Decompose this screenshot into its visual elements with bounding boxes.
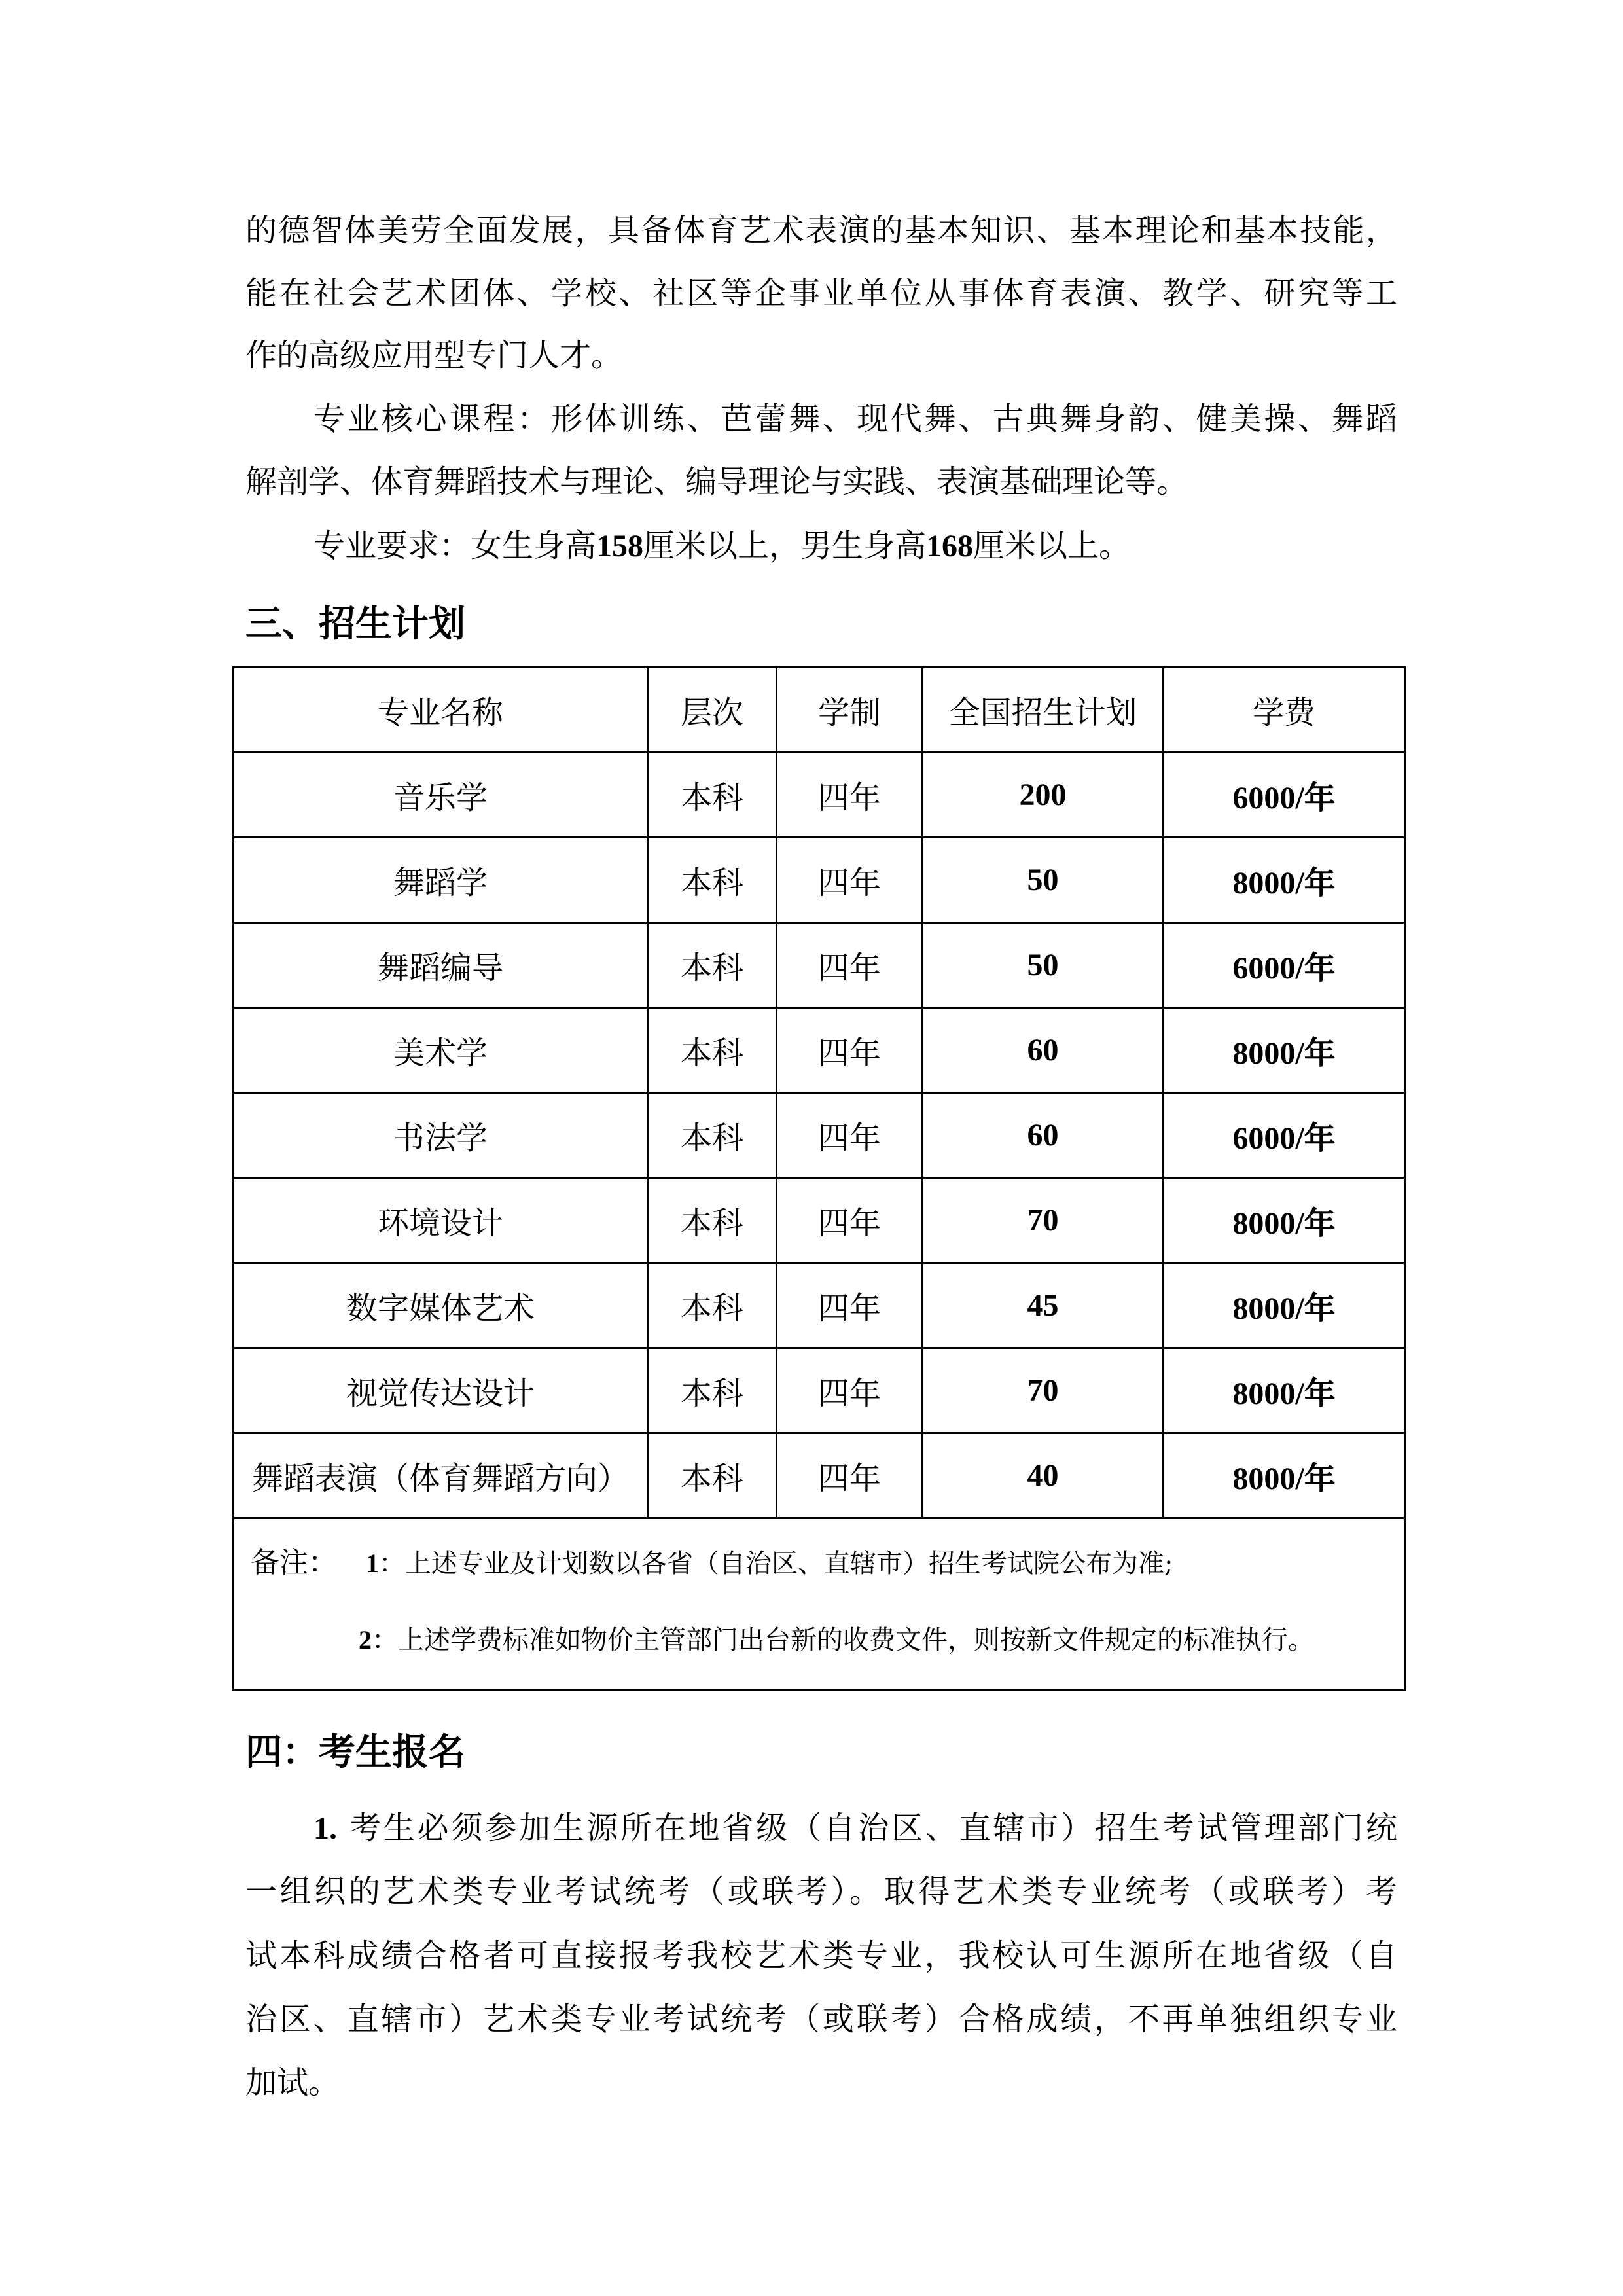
level-cell: 本科 (648, 923, 777, 1008)
fee-cell: 8000/年 (1164, 1433, 1405, 1518)
table-row (234, 753, 1405, 838)
years-cell: 四年 (777, 1433, 923, 1518)
quota-cell: 45 (923, 1263, 1164, 1348)
header-years: 学制 (777, 668, 923, 753)
level-cell: 本科 (648, 838, 777, 923)
level-cell: 本科 (648, 1093, 777, 1178)
header-level: 层次 (648, 668, 777, 753)
note-2-number: 2 (359, 1625, 372, 1655)
female-height: 158 (596, 529, 644, 564)
note-2 (359, 1624, 1314, 1657)
requirement-prefix: 专业要求：女生身高 (313, 528, 597, 564)
table-row (234, 923, 1405, 1008)
registration-line-4: 治区、直辖市）艺术类专业考试统考（或联考）合格成绩，不再单独组织专业 (245, 2001, 1397, 2037)
fee-cell: 8000/年 (1164, 1348, 1405, 1433)
major-cell: 环境设计 (234, 1178, 648, 1263)
fee-cell: 6000/年 (1164, 753, 1405, 838)
intro-line-1: 的德智体美劳全面发展，具备体育艺术表演的基本知识、基本理论和基本技能， (245, 212, 1397, 249)
quota-cell: 60 (923, 1008, 1164, 1093)
major-cell: 舞蹈编导 (234, 923, 648, 1008)
table-row (234, 1348, 1405, 1433)
notes-label: 备注： (251, 1546, 337, 1579)
years-cell: 四年 (777, 1008, 923, 1093)
note-1 (251, 1547, 1173, 1580)
quota-cell: 70 (923, 1348, 1164, 1433)
section-3-title: 三、招生计划 (245, 602, 465, 645)
major-cell: 书法学 (234, 1093, 648, 1178)
years-cell: 四年 (777, 1093, 923, 1178)
major-cell: 数字媒体艺术 (234, 1263, 648, 1348)
quota-cell: 70 (923, 1178, 1164, 1263)
quota-cell: 40 (923, 1433, 1164, 1518)
major-cell: 舞蹈表演（体育舞蹈方向） (234, 1433, 648, 1518)
courses-line-1: 专业核心课程：形体训练、芭蕾舞、现代舞、古典舞身韵、健美操、舞蹈 (313, 401, 1397, 437)
registration-line-5: 加试。 (245, 2064, 340, 2101)
table-notes (234, 1518, 1405, 1691)
quota-cell: 200 (923, 753, 1164, 838)
intro-line-3: 作的高级应用型专门人才。 (245, 337, 623, 374)
note-1-number: 1 (366, 1549, 379, 1578)
requirement-suffix: 厘米以上。 (973, 528, 1131, 564)
requirement-middle: 厘米以上，男生身高 (643, 528, 927, 564)
table-notes-row (234, 1518, 1405, 1691)
section-4-title: 四：考生报名 (245, 1731, 465, 1774)
registration-item-number: 1. (313, 1811, 337, 1846)
table-header-row (234, 668, 1405, 753)
quota-cell: 60 (923, 1093, 1164, 1178)
level-cell: 本科 (648, 1433, 777, 1518)
major-cell: 音乐学 (234, 753, 648, 838)
intro-line-2: 能在社会艺术团体、学校、社区等企事业单位从事体育表演、教学、研究等工 (245, 275, 1397, 312)
requirement-line (313, 526, 1397, 566)
fee-cell: 6000/年 (1164, 923, 1405, 1008)
fee-cell: 6000/年 (1164, 1093, 1405, 1178)
major-cell: 舞蹈学 (234, 838, 648, 923)
fee-cell: 8000/年 (1164, 838, 1405, 923)
quota-cell: 50 (923, 923, 1164, 1008)
fee-cell: 8000/年 (1164, 1008, 1405, 1093)
level-cell: 本科 (648, 1008, 777, 1093)
courses-line-2: 解剖学、体育舞蹈技术与理论、编导理论与实践、表演基础理论等。 (245, 463, 1188, 500)
years-cell: 四年 (777, 838, 923, 923)
note-2-text: ：上述学费标准如物价主管部门出台新的收费文件，则按新文件规定的标准执行。 (372, 1625, 1314, 1655)
years-cell: 四年 (777, 923, 923, 1008)
major-cell: 美术学 (234, 1008, 648, 1093)
table-row (234, 1433, 1405, 1518)
years-cell: 四年 (777, 1263, 923, 1348)
note-1-text: ：上述专业及计划数以各省（自治区、直辖市）招生考试院公布为准; (379, 1549, 1173, 1579)
header-quota: 全国招生计划 (923, 668, 1164, 753)
level-cell: 本科 (648, 1178, 777, 1263)
header-major: 专业名称 (234, 668, 648, 753)
table-row (234, 838, 1405, 923)
header-fee: 学费 (1164, 668, 1405, 753)
level-cell: 本科 (648, 1263, 777, 1348)
registration-line-1 (313, 1808, 1397, 1848)
table-row (234, 1263, 1405, 1348)
years-cell: 四年 (777, 1348, 923, 1433)
level-cell: 本科 (648, 753, 777, 838)
years-cell: 四年 (777, 753, 923, 838)
years-cell: 四年 (777, 1178, 923, 1263)
enrollment-plan-table (232, 666, 1406, 1691)
registration-line-3: 试本科成绩合格者可直接报考我校艺术类专业，我校认可生源所在地省级（自 (245, 1937, 1397, 1974)
fee-cell: 8000/年 (1164, 1263, 1405, 1348)
male-height: 168 (926, 529, 974, 564)
table-row (234, 1093, 1405, 1178)
quota-cell: 50 (923, 838, 1164, 923)
table-row (234, 1008, 1405, 1093)
fee-cell: 8000/年 (1164, 1178, 1405, 1263)
major-cell: 视觉传达设计 (234, 1348, 648, 1433)
registration-line-2: 一组织的艺术类专业考试统考（或联考）。取得艺术类专业统考（或联考）考 (245, 1873, 1397, 1910)
registration-line-1-text: 考生必须参加生源所在地省级（自治区、直辖市）招生考试管理部门统 (349, 1810, 1397, 1846)
level-cell: 本科 (648, 1348, 777, 1433)
table-row (234, 1178, 1405, 1263)
